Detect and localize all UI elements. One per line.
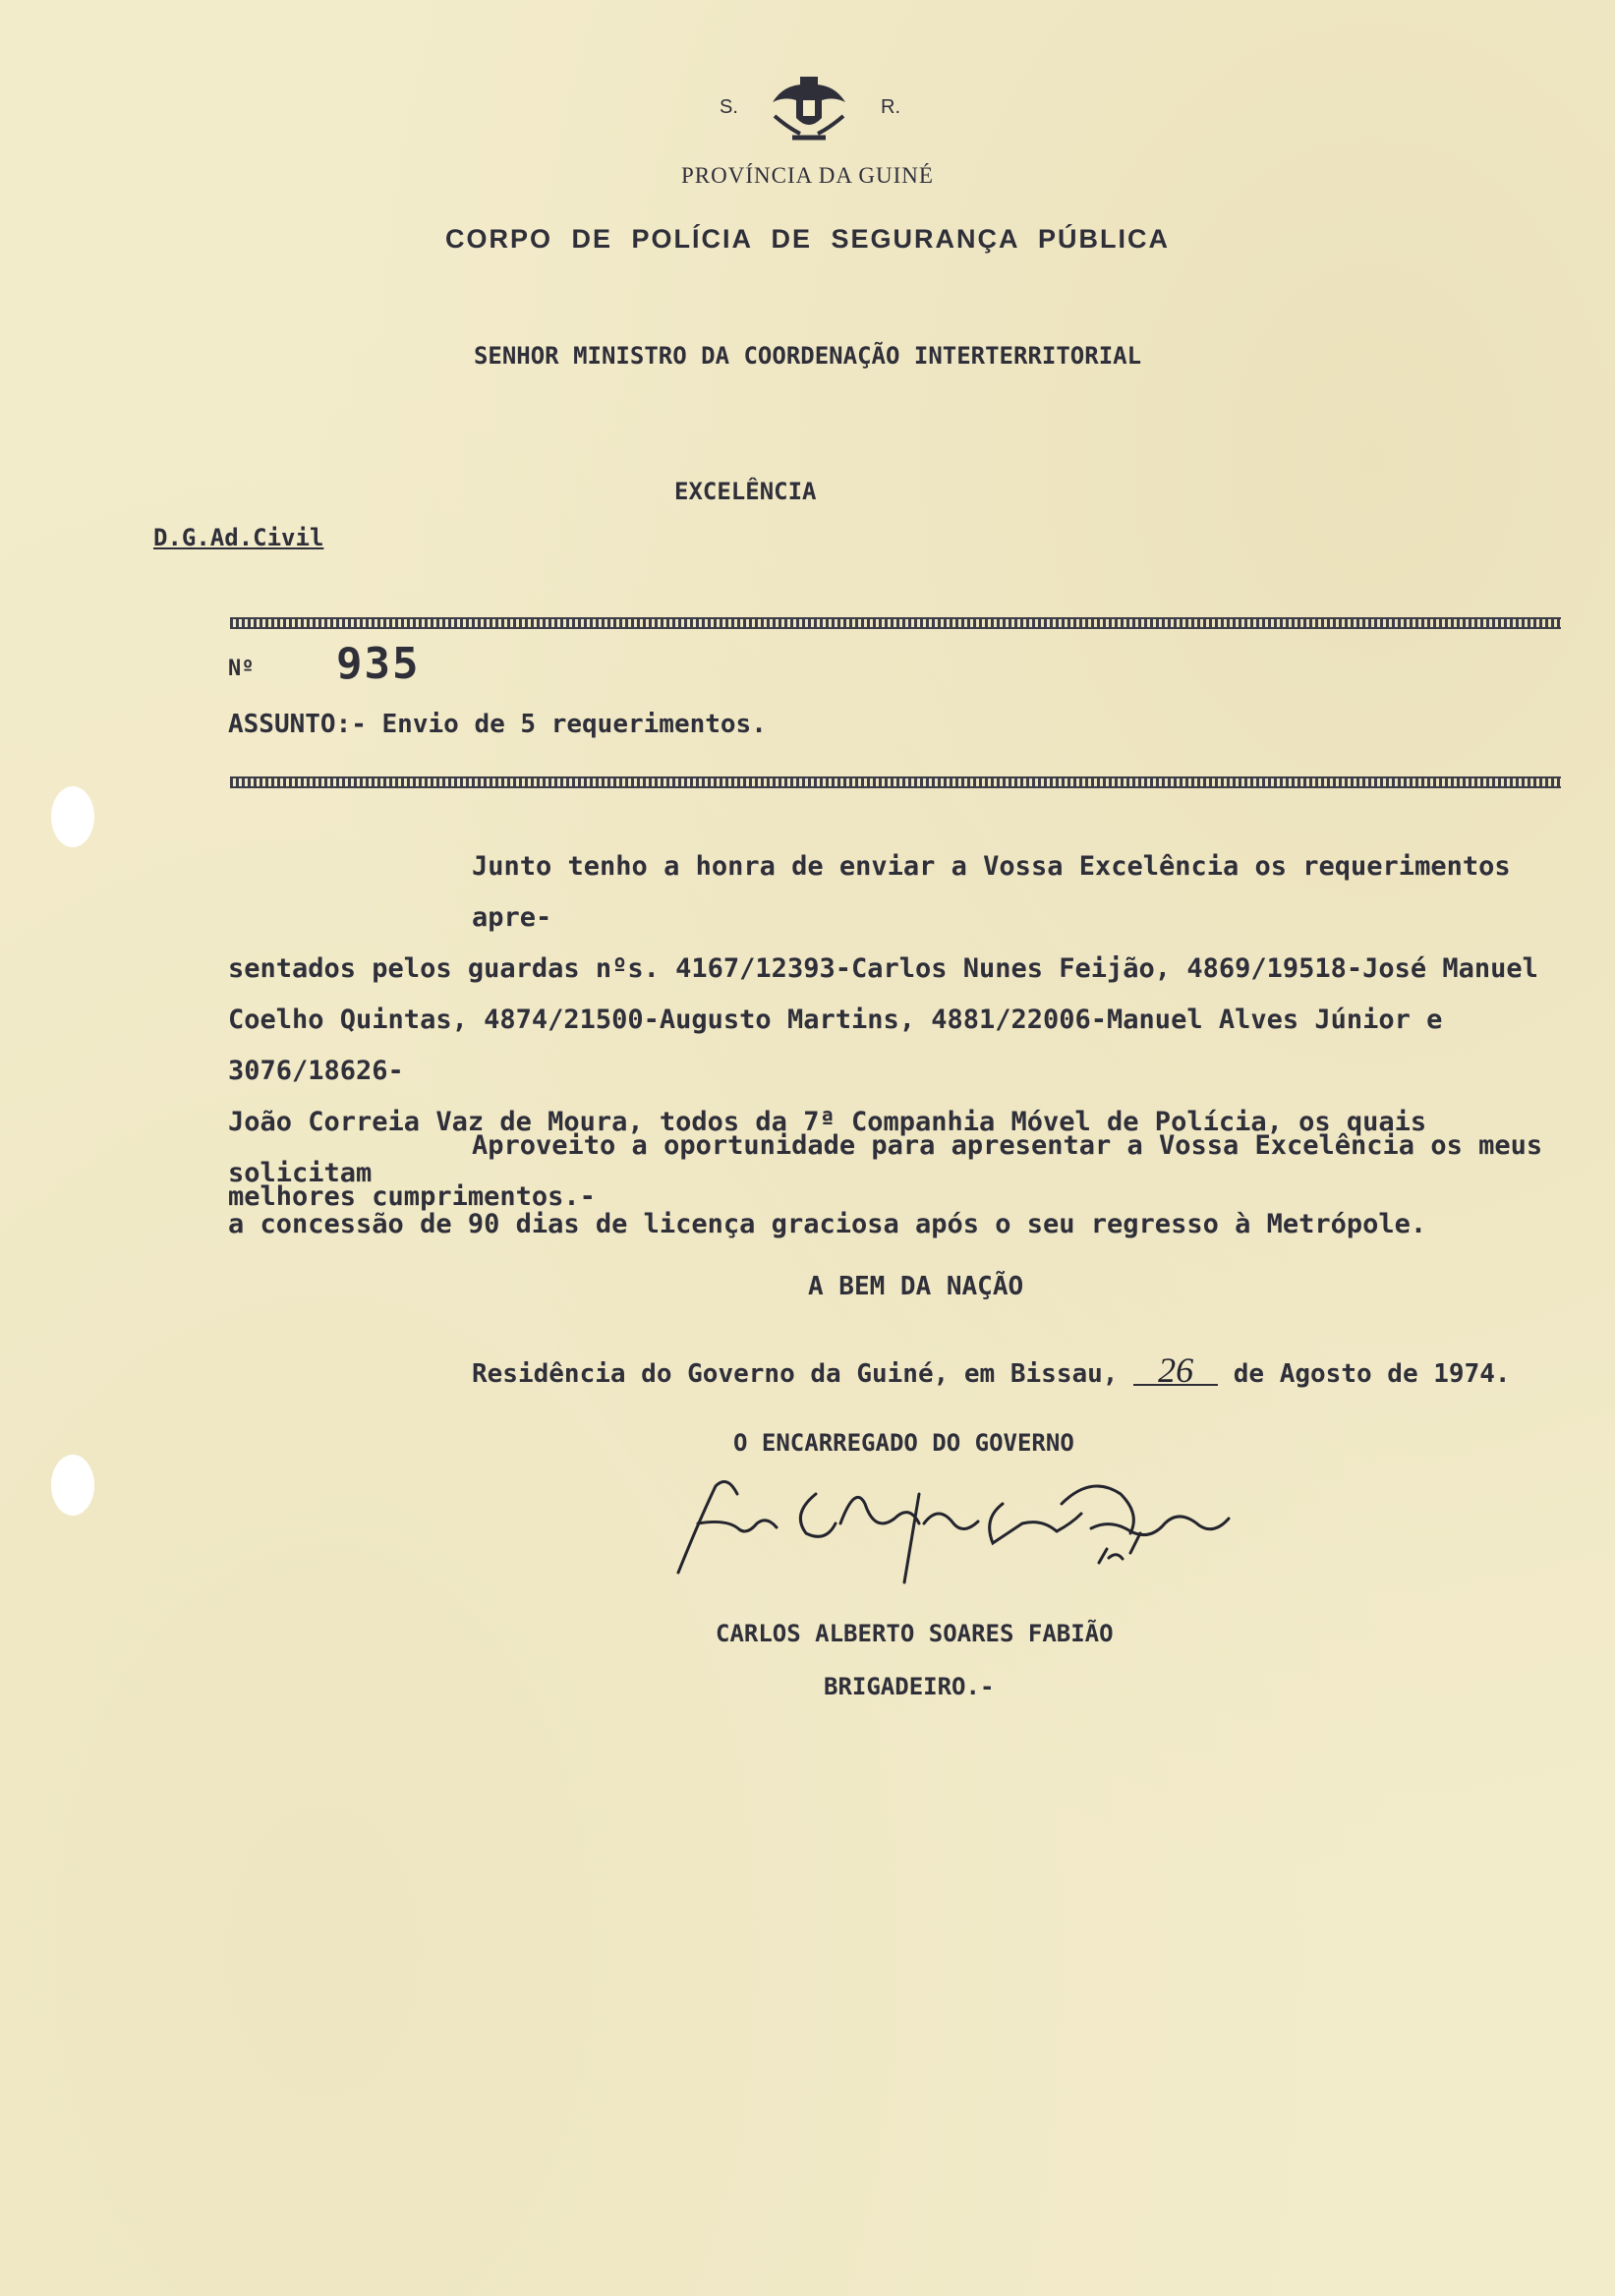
- signature: [668, 1464, 1239, 1592]
- body-line: melhores cumprimentos.-: [228, 1181, 596, 1212]
- handwritten-day: 26: [1133, 1356, 1218, 1386]
- number-label: Nº: [228, 657, 255, 681]
- place-prefix: Residência do Governo da Guiné, em Bissau,: [472, 1359, 1119, 1389]
- bottom-divider: [230, 776, 1561, 788]
- governor-role: O ENCARREGADO DO GOVERNO: [733, 1429, 1074, 1457]
- letterhead-s: S.: [720, 96, 738, 118]
- closing-motto: A BEM DA NAÇÃO: [808, 1272, 1024, 1301]
- date-suffix: de Agosto de 1974.: [1233, 1359, 1511, 1389]
- body-line: Coelho Quintas, 4874/21500-Augusto Martins, 4881/22006-Manuel Alves Júnior e 3076/18626-: [228, 1004, 1443, 1086]
- top-divider: [230, 617, 1561, 629]
- punch-hole: [51, 786, 94, 847]
- signatory-name: CARLOS ALBERTO SOARES FABIÃO: [716, 1620, 1114, 1647]
- subject-line: ASSUNTO:- Envio de 5 requerimentos.: [228, 710, 767, 739]
- body-line: João Correia Vaz de Moura, todos da 7ª Companhia Móvel de Polícia, os quais solicitam: [228, 1107, 1427, 1188]
- addressee: SENHOR MINISTRO DA COORDENAÇÃO INTERTERRITORIAL: [473, 342, 1142, 370]
- coat-of-arms-emblem: [765, 75, 853, 145]
- date-line: [472, 1350, 1511, 1390]
- body-line: Junto tenho a honra de enviar a Vossa Excelência os requerimentos apre-: [472, 851, 1511, 933]
- salutation: EXCELÊNCIA: [674, 478, 817, 505]
- signatory-rank: BRIGADEIRO.-: [824, 1673, 995, 1700]
- province-title: PROVÍNCIA DA GUINÉ: [681, 163, 934, 188]
- body-line: Aproveito a oportunidade para apresentar a Vossa Excelência os meus: [472, 1130, 1543, 1161]
- body-paragraph-2: [228, 1120, 1565, 1223]
- body-line: sentados pelos guardas nºs. 4167/12393-Carlos Nunes Feijão, 4869/19518-José Manuel: [228, 953, 1538, 984]
- corps-title: CORPO DE POLÍCIA DE SEGURANÇA PÚBLICA: [444, 224, 1171, 254]
- department-code: D.G.Ad.Civil: [153, 524, 324, 551]
- letterhead-r: R.: [881, 96, 900, 118]
- document-number: 935: [336, 639, 421, 689]
- punch-hole: [51, 1455, 94, 1516]
- body-line: a concessão de 90 dias de licença graciosa após o seu regresso à Metrópole.: [228, 1209, 1427, 1239]
